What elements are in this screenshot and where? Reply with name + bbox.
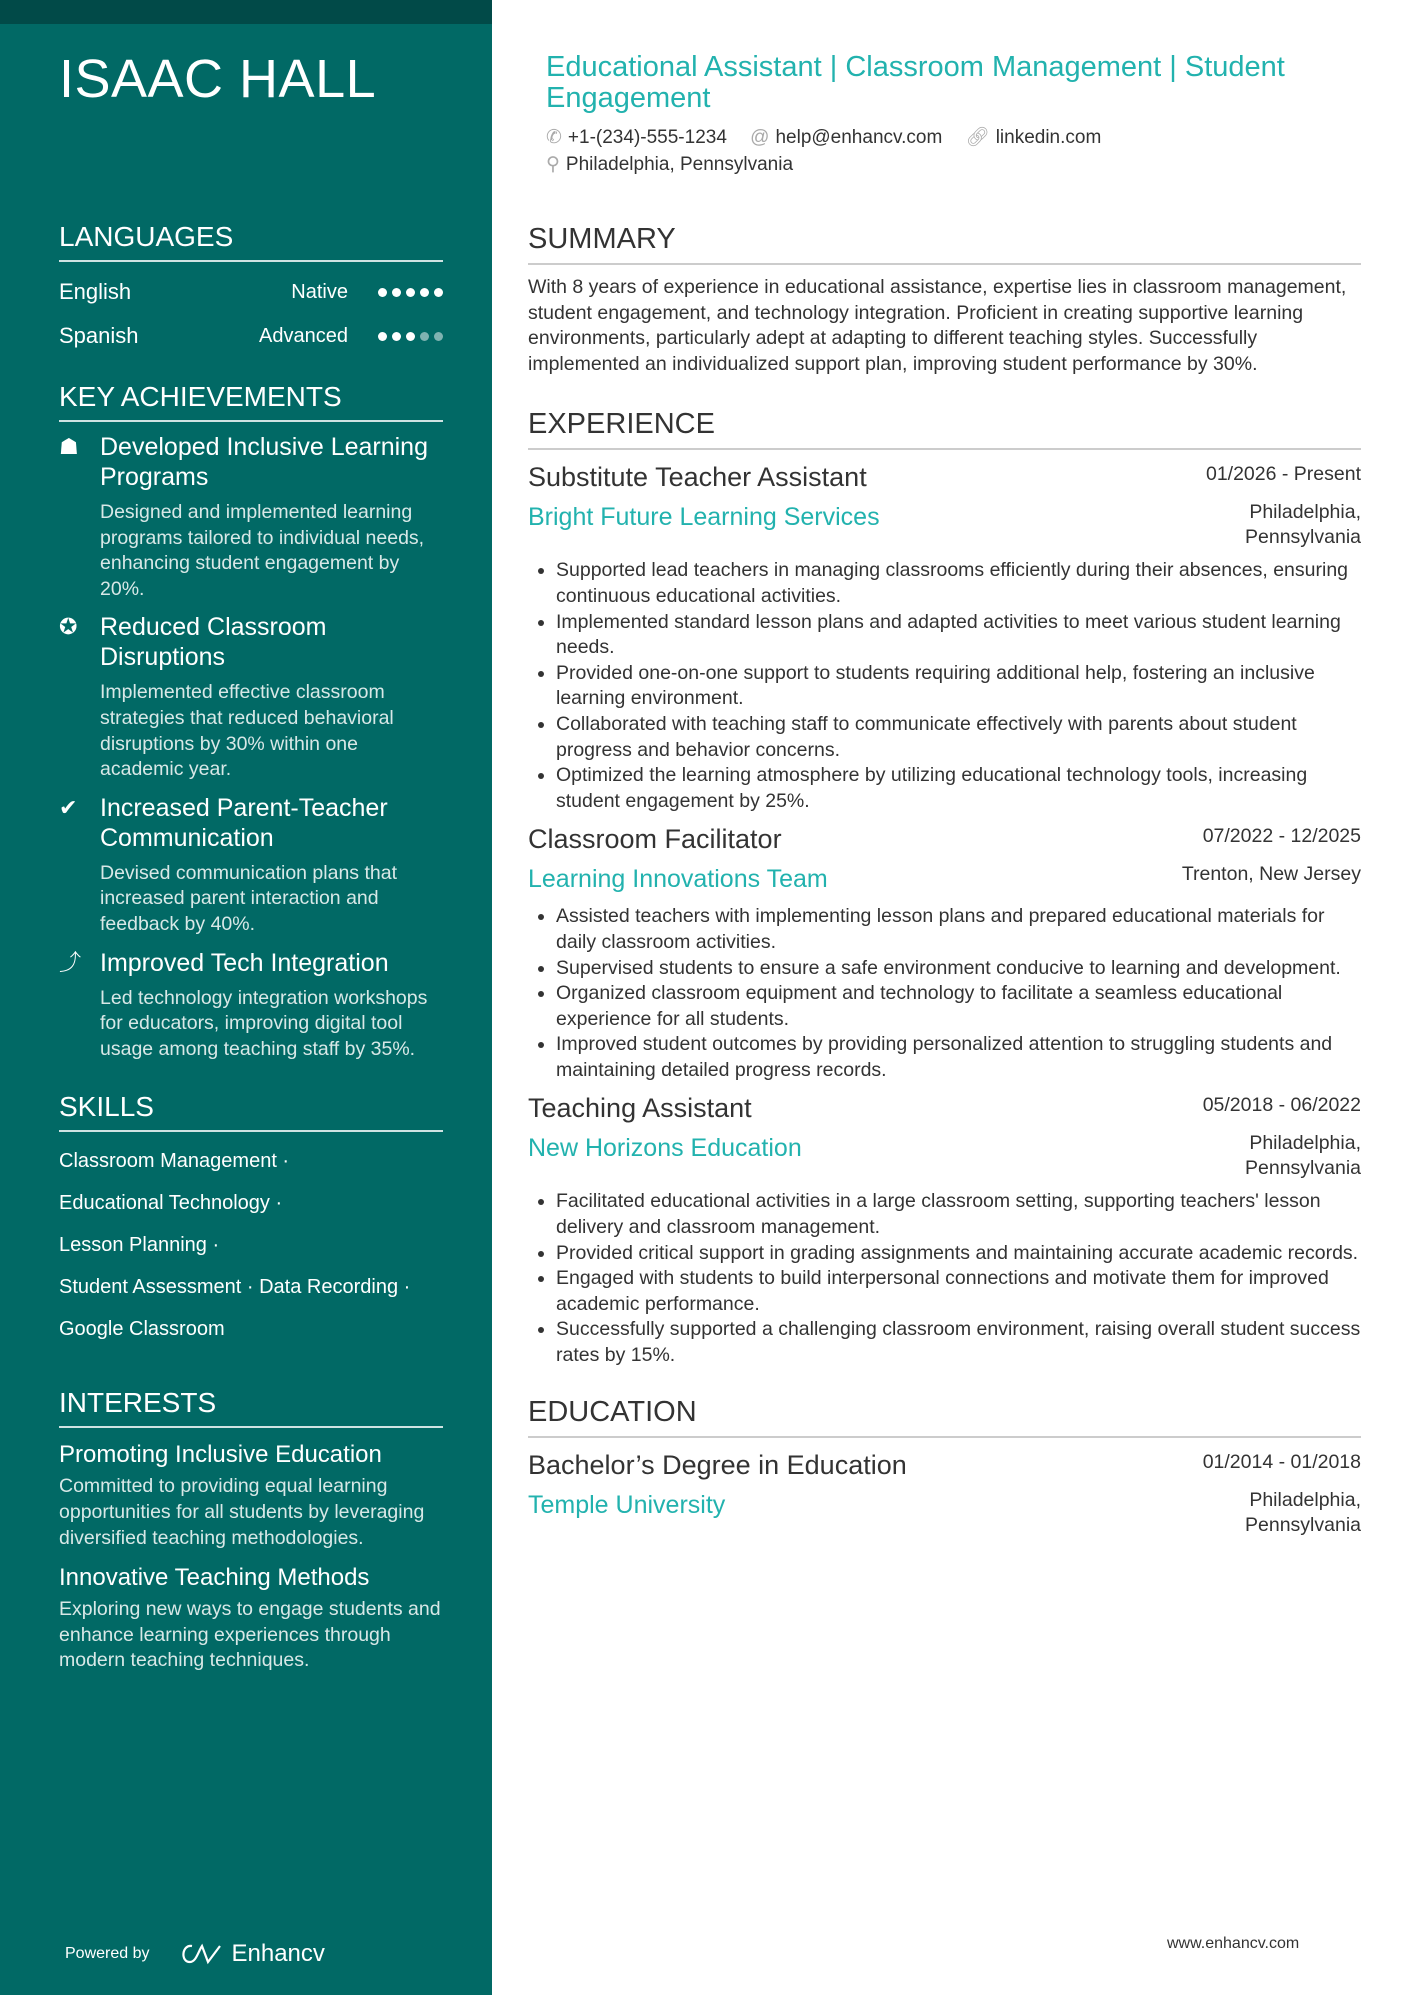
achievement-desc: Led technology integration workshops for educators, improving digital tool usage among teaching staff by 35%. <box>100 986 428 1060</box>
achievement-desc: Designed and implemented learning programs tailored to individual needs, enhancing student engagement by 20%. <box>100 501 425 600</box>
summary-text: With 8 years of experience in educational assistance, expertise lies in classroom management, student engagement, and technology integration. Proficient in creating supportive learning environments, particularly adept at adapting to different teaching styles. Successfully implemented an individualized support plan, improving student performance by 30%. <box>528 276 1347 375</box>
rating-dot <box>392 332 401 341</box>
education-heading: EDUCATION <box>528 1395 1361 1438</box>
job-bullet: • Supervised students to ensure a safe environment conducive to learning and development. <box>556 956 1361 982</box>
education-entry <box>528 1448 1361 1538</box>
summary-heading: SUMMARY <box>528 222 1361 265</box>
company-name[interactable]: Learning Innovations Team <box>528 865 828 894</box>
achievement-item <box>59 612 443 782</box>
footer-url[interactable]: www.enhancv.com <box>1167 1935 1300 1952</box>
skills-list <box>59 1140 443 1350</box>
job-bullet: • Supported lead teachers in managing classrooms efficiently during their absences, ensuring continuous educational activities. <box>556 558 1361 609</box>
job-bullet: • Optimized the learning atmosphere by utilizing educational technology tools, increasing student engagement by 25%. <box>556 763 1361 814</box>
company-name[interactable]: New Horizons Education <box>528 1134 802 1163</box>
job-dates: 01/2026 - Present <box>1205 463 1361 486</box>
language-item <box>59 314 443 358</box>
rating-dot <box>406 332 415 341</box>
enhancv-logo[interactable] <box>178 1940 325 1968</box>
skills-heading: SKILLS <box>59 1090 443 1132</box>
languages-list <box>59 270 443 358</box>
achievement-title: Developed Inclusive Learning Programs <box>100 433 428 491</box>
candidate-name: ISAAC HALL <box>59 49 377 109</box>
job-entry <box>528 460 1361 814</box>
job-bullet: • Provided critical support in grading assignments and maintaining accurate academic records. <box>556 1241 1361 1267</box>
job-bullet: • Implemented standard lesson plans and adapted activities to meet various student learning needs. <box>556 610 1361 661</box>
language-level: Native <box>291 280 348 303</box>
main-column <box>528 0 1361 1538</box>
achievement-desc: Devised communication plans that increased parent interaction and feedback by 40%. <box>100 861 397 935</box>
job-title: Classroom Facilitator <box>528 824 782 855</box>
language-item <box>59 270 443 314</box>
interest-item <box>59 1563 443 1674</box>
achievement-title: Reduced Classroom Disruptions <box>100 613 327 672</box>
achievement-title: Improved Tech Integration <box>100 948 389 977</box>
language-rating <box>378 332 443 341</box>
interest-item <box>59 1440 443 1551</box>
company-name[interactable]: Bright Future Learning Services <box>528 503 880 532</box>
interests-heading: INTERESTS <box>59 1386 443 1428</box>
interests-list <box>59 1440 443 1674</box>
check-icon: ✔ <box>59 794 78 820</box>
job-bullets <box>528 904 1361 1083</box>
phone-text: +1-(234)-555-1234 <box>567 127 727 148</box>
location <box>546 151 1361 178</box>
degree: Bachelor’s Degree in Education <box>528 1449 907 1480</box>
rating-dot <box>378 288 387 297</box>
rating-dot <box>434 288 443 297</box>
brain-icon: ☗ <box>59 434 79 459</box>
job-entry <box>528 1091 1361 1368</box>
job-title: Substitute Teacher Assistant <box>528 462 867 493</box>
email-text: help@enhancv.com <box>775 127 943 148</box>
job-location: Philadelphia, Pennsylvania <box>1245 501 1361 549</box>
brand-name: Enhancv <box>231 1940 325 1967</box>
link-text: linkedin.com <box>995 127 1102 148</box>
contact-info <box>546 124 1361 178</box>
achievement-item <box>59 948 443 1063</box>
skill-row: Classroom Management · <box>59 1150 290 1173</box>
experience-list <box>528 460 1361 1368</box>
job-bullet: • Collaborated with teaching staff to communicate effectively with parents about student progress and behavior concerns. <box>556 712 1361 763</box>
job-bullet: • Engaged with students to build interpersonal connections and motivate them for improved academic performance. <box>556 1266 1361 1317</box>
language-rating <box>378 288 443 297</box>
linkedin[interactable] <box>966 127 1102 148</box>
rating-dot <box>392 288 401 297</box>
phone[interactable] <box>546 127 727 148</box>
rating-dot <box>406 288 415 297</box>
interest-title: Promoting Inclusive Education <box>59 1441 382 1469</box>
language-name: Spanish <box>59 323 139 348</box>
experience-heading: EXPERIENCE <box>528 407 1361 450</box>
job-bullet: • Assisted teachers with implementing lesson plans and prepared educational materials for daily classroom activities. <box>556 904 1361 955</box>
award-icon: ✪ <box>59 614 78 640</box>
education-list <box>528 1448 1361 1538</box>
tech-icon: ⤴ <box>59 949 82 975</box>
powered-by-label: Powered by <box>65 1945 150 1962</box>
education-location: Philadelphia, Pennsylvania <box>1245 1488 1361 1536</box>
job-dates: 07/2022 - 12/2025 <box>1202 825 1361 848</box>
skill-row: Google Classroom <box>59 1318 225 1341</box>
interest-desc: Committed to providing equal learning opportunities for all students by leveraging diversified teaching methodologies. <box>59 1475 425 1549</box>
link-icon: 🔗︎ <box>965 127 990 148</box>
achievement-title: Increased Parent-Teacher Communication <box>100 793 388 852</box>
footer-powered <box>65 1940 325 1968</box>
location-pin-icon: ⚲ <box>546 154 560 175</box>
rating-dot <box>378 332 387 341</box>
job-bullet: • Provided one-on-one support to students requiring additional help, fostering an inclusive learning environment. <box>556 661 1361 712</box>
enhancv-logo-icon <box>178 1942 224 1966</box>
school-name[interactable]: Temple University <box>528 1490 726 1519</box>
job-bullet: • Successfully supported a challenging classroom environment, raising overall student success rates by 15%. <box>556 1317 1361 1368</box>
achievement-item <box>59 793 443 938</box>
job-title: Teaching Assistant <box>528 1093 752 1124</box>
top-band <box>0 0 492 24</box>
language-level: Advanced <box>259 324 348 347</box>
achievement-item <box>59 432 443 602</box>
job-bullet: • Organized classroom equipment and technology to facilitate a seamless educational experience for all students. <box>556 981 1361 1032</box>
education-dates: 01/2014 - 01/2018 <box>1202 1450 1361 1473</box>
job-bullets <box>528 558 1361 814</box>
at-icon: @ <box>750 127 770 148</box>
job-bullets <box>528 1189 1361 1368</box>
skill-row: Student Assessment · Data Recording · <box>59 1276 411 1299</box>
skill-row: Educational Technology · <box>59 1192 283 1215</box>
achievement-desc: Implemented effective classroom strategies that reduced behavioral disruptions by 30% within one academic year. <box>100 681 394 781</box>
headline: Educational Assistant | Classroom Management | Student Engagement <box>546 51 1285 114</box>
email[interactable] <box>750 127 942 148</box>
job-location: Philadelphia, Pennsylvania <box>1245 1132 1361 1180</box>
location-text: Philadelphia, Pennsylvania <box>565 154 794 175</box>
skill-row: Lesson Planning · <box>59 1234 220 1257</box>
job-bullet: • Improved student outcomes by providing personalized attention to struggling students and maintaining detailed progress records. <box>556 1032 1361 1083</box>
achievements-heading: KEY ACHIEVEMENTS <box>59 380 443 422</box>
interest-desc: Exploring new ways to engage students and enhance learning experiences through modern teaching techniques. <box>59 1598 441 1672</box>
job-dates: 05/2018 - 06/2022 <box>1202 1094 1361 1117</box>
rating-dot <box>420 332 429 341</box>
languages-heading: LANGUAGES <box>59 220 443 262</box>
interest-title: Innovative Teaching Methods <box>59 1564 370 1592</box>
rating-dot <box>434 332 443 341</box>
rating-dot <box>420 288 429 297</box>
job-location: Trenton, New Jersey <box>1181 863 1361 886</box>
phone-icon: ✆ <box>546 127 562 148</box>
sidebar <box>0 0 492 1995</box>
job-bullet: • Facilitated educational activities in a large classroom setting, supporting teachers' lesson delivery and classroom management. <box>556 1189 1361 1240</box>
job-entry <box>528 822 1361 1083</box>
achievements-list <box>59 432 443 1062</box>
language-name: English <box>59 279 132 304</box>
